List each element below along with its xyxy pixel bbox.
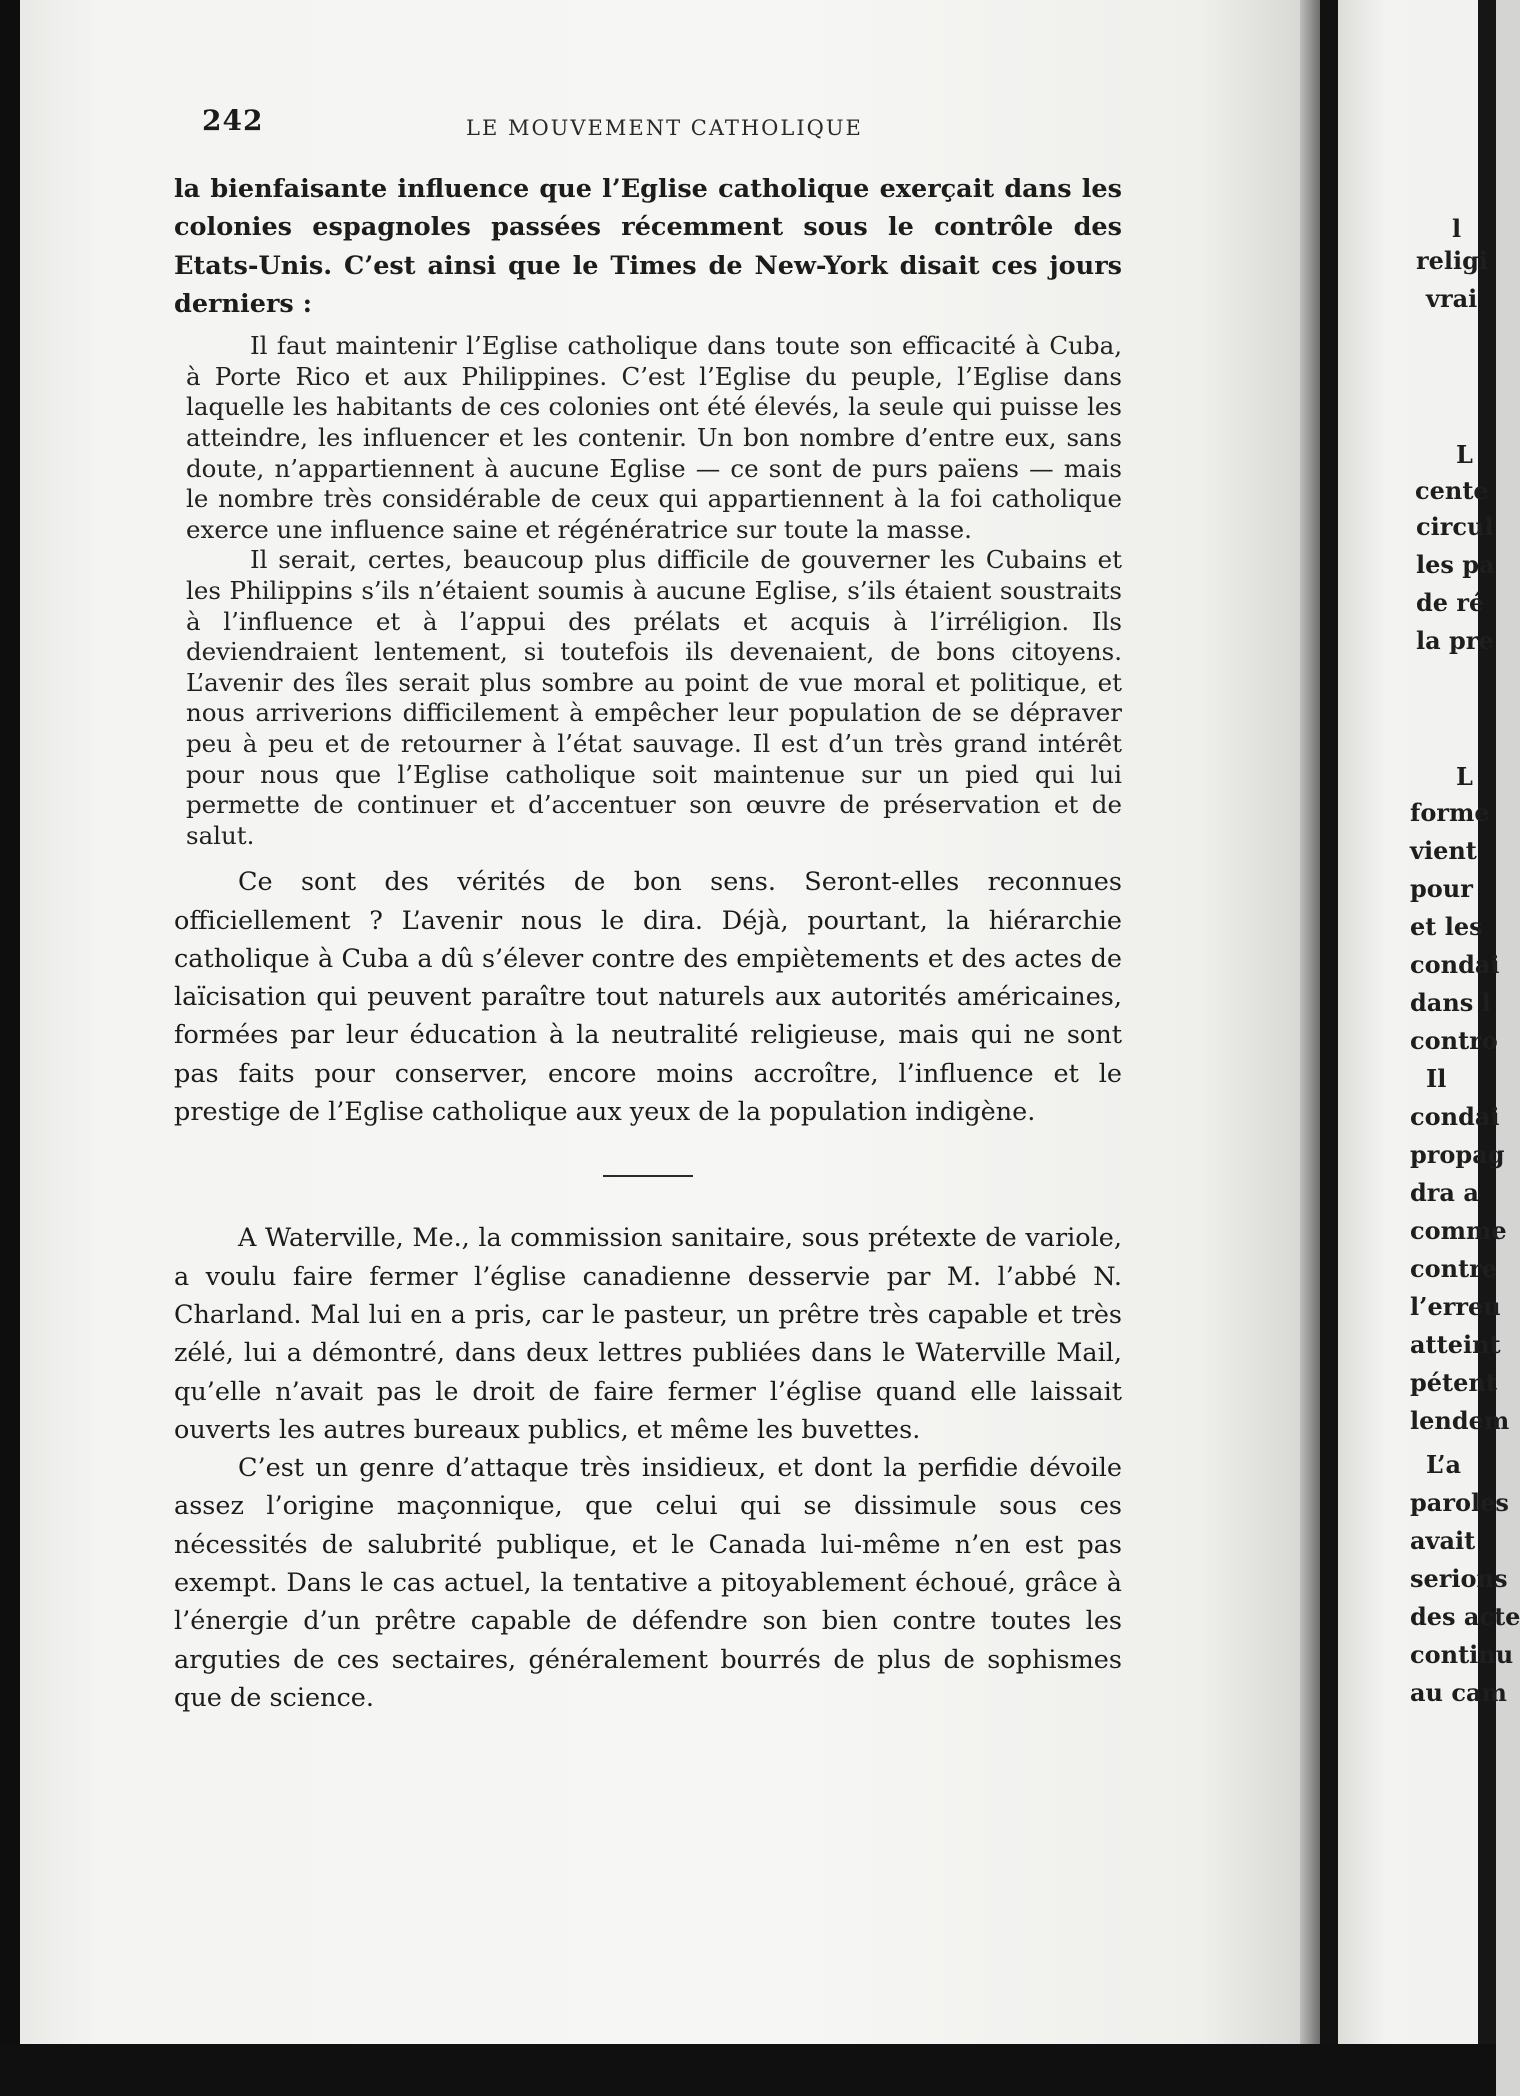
facing-line: de ré	[1416, 588, 1485, 617]
facing-line: au cam	[1410, 1678, 1507, 1707]
facing-line: dra a	[1410, 1178, 1479, 1207]
facing-line: paroles	[1410, 1488, 1509, 1517]
running-head: LE MOUVEMENT CATHOLIQUE	[466, 116, 863, 140]
page-body	[174, 170, 1122, 1717]
facing-line: cente	[1415, 476, 1489, 505]
facing-line: condai	[1410, 1102, 1500, 1131]
facing-line: lendem	[1410, 1406, 1510, 1435]
body-paragraph: Ce sont des vérités de bon sens. Seront-elles reconnues officiellement ? L’avenir nous le dira. Déjà, pourtant, la hiérarchie catholique à Cuba a dû s’élever contre des empiètements et des actes de laïcisation qui peuvent paraître tout naturels aux autorités américaines, formées par leur éducation à la neutralité religieuse, mais qui ne sont pas faits pour conserver, encore moins accroître, l’influence et le prestige de l’Eglise catholique aux yeux de la population indigène.	[174, 867, 1122, 1128]
facing-line: forme	[1410, 798, 1490, 827]
facing-line: et les	[1410, 912, 1483, 941]
facing-line: condai	[1410, 950, 1500, 979]
facing-line: atteint	[1410, 1330, 1501, 1359]
facing-line: des acte	[1410, 1602, 1520, 1631]
facing-line: Il	[1426, 1064, 1447, 1093]
facing-line: avait	[1410, 1526, 1476, 1555]
scan-left-border	[0, 0, 20, 2096]
facing-line: L	[1456, 762, 1473, 791]
facing-line: l’erreu	[1410, 1292, 1501, 1321]
facing-line: contre	[1410, 1254, 1498, 1283]
section-divider	[603, 1175, 693, 1177]
opening-paragraph: la bienfaisante influence que l’Eglise catholique exerçait dans les colonies espagnoles passées récemment sous le contrôle des Etats-Unis. C’est ainsi que le Times de New-York disait ces jours derniers :	[174, 174, 1122, 319]
facing-line: pétent	[1410, 1368, 1497, 1397]
facing-line: pour	[1410, 874, 1473, 903]
facing-line: vrai	[1426, 284, 1478, 313]
facing-line: propag	[1410, 1140, 1505, 1169]
facing-line: L’a	[1426, 1450, 1462, 1479]
facing-line: vient	[1410, 836, 1477, 865]
facing-line: les pa	[1416, 550, 1495, 579]
facing-line: la pre	[1416, 626, 1494, 655]
block-quote	[186, 331, 1122, 851]
facing-line: continu	[1410, 1640, 1514, 1669]
page-number: 242	[202, 104, 264, 137]
facing-line: L	[1456, 440, 1473, 469]
facing-line: l	[1452, 214, 1462, 243]
facing-line: circul	[1416, 512, 1494, 541]
facing-line: contro	[1410, 1026, 1498, 1055]
body-paragraph: A Waterville, Me., la commission sanitaire, sous prétexte de variole, a voulu faire fermer l’église canadienne desservie par M. l’abbé N. Charland. Mal lui en a pris, car le pasteur, un prêtre très capable et très zélé, lui a démontré, dans deux lettres publiées dans le Waterville Mail, qu’elle n’avait pas le droit de faire fermer l’église quand elle laissait ouverts les autres bureaux publics, et même les buvettes.	[174, 1223, 1122, 1445]
page-gutter-shadow	[1300, 0, 1320, 2044]
body-paragraph: C’est un genre d’attaque très insidieux, et dont la perfidie dévoile assez l’origine maçonnique, que celui qui se dissimule sous ces nécessités de salubrité publique, et le Canada lui-même n’en est pas exempt. Dans le cas actuel, la tentative a pitoyablement échoué, grâce à l’énergie d’un prêtre capable de défendre son bien contre toutes les arguties de ces sectaires, généralement bourrés de plus de sophismes que de science.	[174, 1453, 1122, 1713]
quote-paragraph: Il faut maintenir l’Eglise catholique dans toute son efficacité à Cuba, à Porte Rico et aux Philippines. C’est l’Eglise du peuple, l’Eglise dans laquelle les habitants de ces colonies ont été élevés, la seule qui puisse les atteindre, les influencer et les contenir. Un bon nombre d’entre eux, sans doute, n’appartiennent à aucune Eglise — ce sont de purs païens — mais le nombre très considérable de ceux qui appartiennent à la foi catholique exerce une influence saine et régénératrice sur toute la masse.	[186, 331, 1122, 544]
facing-line: serions	[1410, 1564, 1508, 1593]
book-spine	[1320, 0, 1338, 2044]
quote-paragraph: Il serait, certes, beaucoup plus difficile de gouverner les Cubains et les Philippins s’ils n’étaient soumis à aucune Eglise, s’ils étaient soustraits à l’influence et à l’appui des prélats et acquis à l’irréligion. Ils deviendraient lentement, si toutefois ils devenaient, de bons citoyens. L’avenir des îles serait plus sombre au point de vue moral et politique, et nous arriverions difficilement à empêcher leur population de se dépraver peu à peu et de retourner à l’état sauvage. Il est d’un très grand intérêt pour nous que l’Eglise catholique soit maintenue sur un pied qui lui permette de continuer et d’accentuer son œuvre de préservation et de salut.	[186, 545, 1122, 850]
facing-page-text	[1410, 0, 1520, 2044]
facing-line: comme	[1410, 1216, 1507, 1245]
facing-line: religi	[1416, 246, 1489, 275]
scan-bottom-border	[0, 2044, 1496, 2096]
facing-line: dans l	[1410, 988, 1491, 1017]
